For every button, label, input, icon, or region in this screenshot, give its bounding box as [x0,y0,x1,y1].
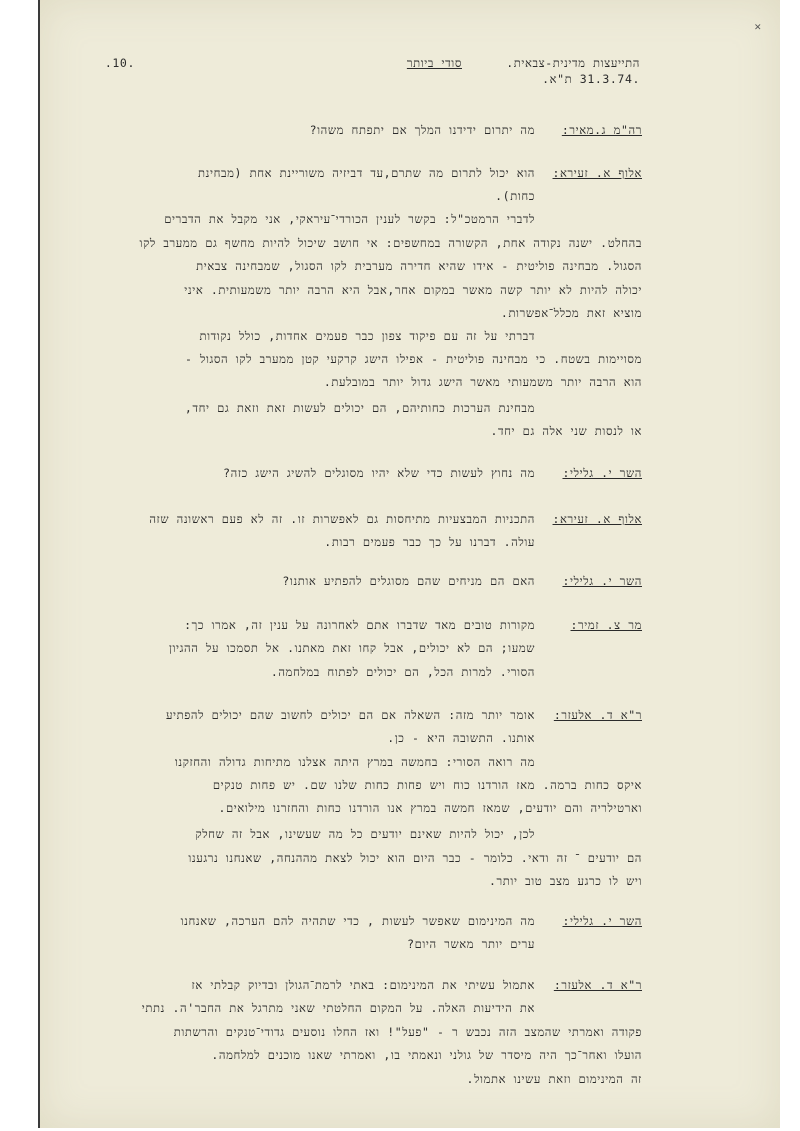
text-line: בהחלט. ישנה נקודה אחת, הקשורה במחשפים: אי חושב שיכול להיות מחשף גם ממערב לקו [139,236,642,250]
text-line: הסגול. מבחינה פוליטית - אידו שהיא חדירה מערבית לקו הסגול, שמבחינה צבאית [196,259,642,273]
text-line: אתמול עשיתי את המינימום: באתי לרמת־הגולן ובדיוק קבלתי אז [191,978,535,992]
text-line: דברתי על זה עם פיקוד צפון כבר פעמים אחדות, כולל נקודות [199,329,535,343]
text-line: התכניות המבצעיות מתיחסות גם לאפשרות זו. זה לא פעם ראשונה שזה [149,512,535,526]
text-line: מה המינימום שאפשר לעשות , כדי שתהיה להם הערכה, שאנחנו [180,914,535,928]
page-number: .10. [104,56,135,70]
text-line: או לנסות שני אלה גם יחד. [490,424,642,438]
text-line: אותנו. התשובה היא - כן. [387,731,535,745]
speaker-label: מר צ. זמיר: [570,618,642,632]
text-line: עולה. דברנו על כך כבר פעמים רבות. [324,535,535,549]
text-line: מבחינת הערכות כחותיהם, הם יכולים לעשות זאת וזאת גם יחד, [184,401,535,415]
text-line: מה נחוץ לעשות כדי שלא יהיו מסוגלים להשיג הישג כזה? [223,466,535,480]
text-line: מה יתרום ידידנו המלך אם יתפתח משהו? [309,123,535,137]
text-line: ויש לו כרגע מצב טוב יותר. [489,874,642,888]
header-title: התייעצות מדינית-צבאית. [506,56,640,70]
speaker-label: השר י. גלילי: [562,574,642,588]
text-line: האם הם מניחים שהם מסוגלים להפתיע אותנו? [282,574,535,588]
text-line: מסויימות בשטח. כי מבחינה פוליטית - אפילו הישג קרקעי קטן ממערב לקו הסגול - [184,352,642,366]
text-line: מוציא זאת מכלל־אפשרות. [500,306,642,320]
text-line: מה רואה הסורי: בחמשה במרץ היתה אצלנו מתיחות גדולה והחזקנו [174,755,535,769]
text-line: לכן, יכול להיות שאינם יודעים כל מה שעשינו, אבל זה שחלק [195,827,535,841]
text-line: הוא יכול לתרום מה שתרם,עד דביזיה משוריינת אחת (מבחינת [198,166,535,180]
classification-stamp: סודי ביותר [406,56,462,70]
speaker-label: ר"א ד. אלעזר: [553,708,642,722]
text-line: מקורות טובים מאד שדברו אתם לאחרונה על ענין זה, אמרו כך: [184,618,535,632]
text-line: אומר יותר מזה: השאלה אם הם יכולים לחשוב שהם יכולים להפתיע [165,708,535,722]
text-line: וארטילריה והם יודעים, שמאז חמשה במרץ אנו הורדנו כחות והחזרנו מילואים. [218,801,642,815]
text-line: לדברי הרמטכ"ל: בקשר לענין הכורדי־עיראקי, אני מקבל את הדברים [164,212,535,226]
text-line: ערים יותר מאשר היום? [407,937,535,951]
corner-mark-icon: ✕ [754,22,762,32]
speaker-label: ר"א ד. אלעזר: [553,978,642,992]
text-line: כחות). [495,189,535,203]
text-line: הסורי. למרות הכל, הם יכולים לפתוח במלחמה. [270,665,535,679]
text-line: את הידיעות האלה. על המקום החלטתי שאני מתרגל את החבר'ה. נתתי [141,1001,535,1015]
text-line: פקודה ואמרתי שהמצב הזה נכבש ר - "פעל"! ואז החלו נוסעים גדודי־טנקים והרשתות [173,1025,642,1039]
speaker-label: השר י. גלילי: [562,466,642,480]
speaker-label: רה"מ ג.מאיר: [561,123,642,137]
text-line: יכולה להיות לא יותר קשה מאשר במקום אחר,אבל היא הרבה יותר משמעותית. איני [184,283,642,297]
text-line: שמעו; הם לא יכולים, אבל קחו זאת מאתנו. אל תסמכו על ההגיון [168,641,535,655]
speaker-label: אלוף א. זעירא: [552,166,642,180]
text-line: הוא הרבה יותר משמעותי מאשר הישג גדול יותר במובלעת. [323,375,642,389]
text-line: זה המינימום וזאת עשינו אתמול. [466,1072,642,1086]
text-line: הועלו ואחר־כך היה מיסדר של גולני ונאמתי בו, ואמרתי שאנו מוכנים למלחמה. [211,1048,642,1062]
text-line: איקס כחות ברמה. מאז הורדנו כוח ויש פחות כחות שלנו שם. יש פחות טנקים [212,778,642,792]
speaker-label: השר י. גלילי: [562,914,642,928]
speaker-label: אלוף א. זעירא: [552,512,642,526]
header-date: .31.3.74 ת"א. [542,72,640,86]
text-line: הם יודעים ־ זה ודאי. כלומר - כבר היום הוא יכול לצאת מההנחה, שאנחנו נרגענו [188,851,642,865]
